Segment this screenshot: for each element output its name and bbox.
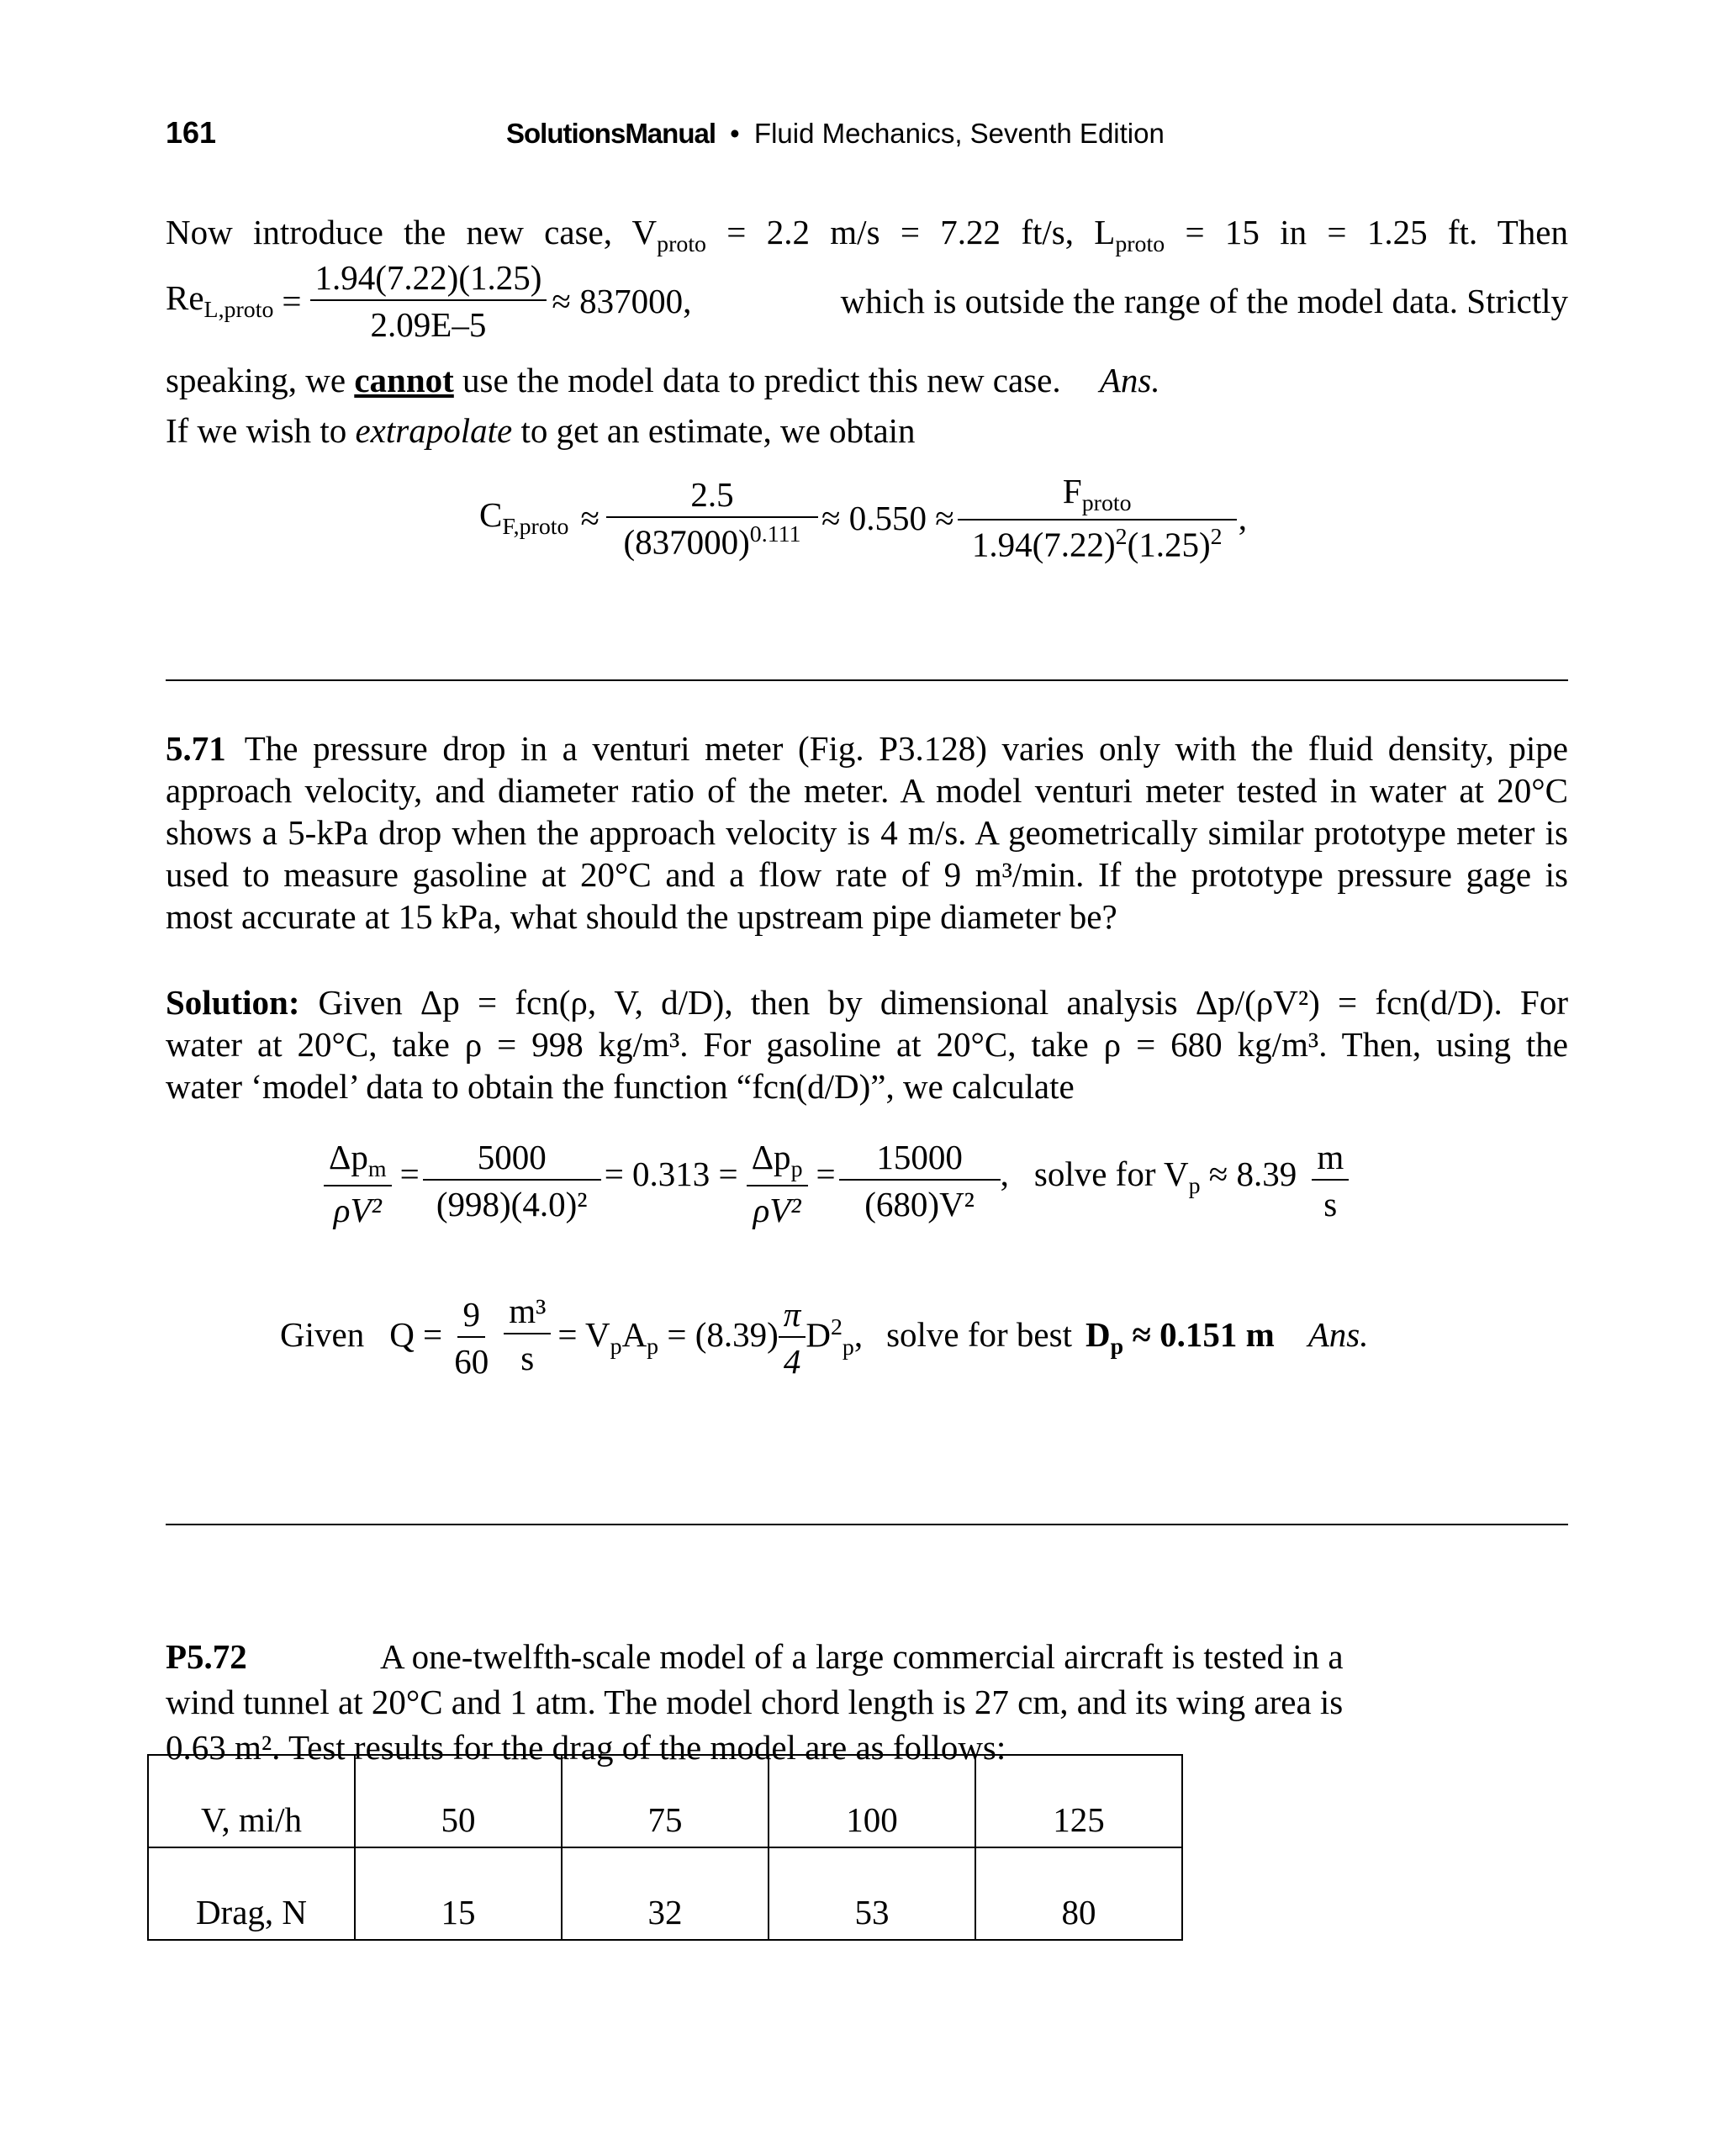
problem-571-line-1: 5.71 The pressure drop in a venturi meter (Fig. P3.128) varies only with the fluid density, pipe (166, 729, 1568, 768)
problem-number: 5.71 (166, 729, 226, 768)
table-cell: Drag, N (148, 1847, 355, 1940)
drag-table (147, 1754, 1183, 1941)
separator-rule-2 (166, 1524, 1568, 1525)
re-fraction: $\frac{1.94(7.22)(1.25)}{2.09E-5}$ (310, 257, 547, 345)
problem-572-line-2: wind tunnel at 20°C and 1 atm. The model chord length is 27 cm, and its wing area is (166, 1683, 1344, 1721)
solution-line-1: Solution: Given Δp = fcn(ρ, V, d/D), then by dimensional analysis Δp/(ρV²) = fcn(d/D). For (166, 983, 1568, 1022)
table-cell: 15 (355, 1847, 562, 1940)
problem-572-number: P5.72 (166, 1637, 247, 1676)
problem-571-line-2: approach velocity, and diameter ratio of the meter. A model venturi meter tested in water at 20°C (166, 771, 1568, 810)
ans-label: Ans. (1099, 361, 1160, 399)
table-row (148, 1755, 1182, 1847)
re-result: ≈ 837000, (552, 282, 692, 320)
running-header (506, 119, 1165, 147)
table-cell: 53 (769, 1847, 975, 1940)
solution-label: Solution: (166, 983, 300, 1022)
table-row (148, 1847, 1182, 1940)
solution-line-3: water ‘model’ data to obtain the function “fcn(d/D)”, we calculate (166, 1067, 1075, 1106)
table-cell: 50 (355, 1755, 562, 1847)
solution-line-2: water at 20°C, take ρ = 998 kg/m³. For gasoline at 20°C, take ρ = 680 kg/m³. Then, using the (166, 1025, 1568, 1064)
problem-572-line-3: 0.63 m². Test results for the drag of the model are as follows: (166, 1728, 1006, 1767)
book-title: Fluid Mechanics, Seventh Edition (753, 118, 1165, 149)
separator-rule (166, 679, 1568, 681)
problem-571-line-4: used to measure gasoline at 20°C and a flow rate of 9 m³/min. If the prototype pressure gage is (166, 855, 1568, 894)
table-cell: 125 (975, 1755, 1182, 1847)
table-cell: 100 (769, 1755, 975, 1847)
header-bullet: • (730, 118, 740, 149)
flow-equation: Given Q = $\frac{9}{60}$ $\frac{\text{m³}}{s}$ = $V_pA_p = (8.39)$ $\frac{\pi}{4}$ $D^2_p$, solve for best $D_p \approx 0.151$ m Ans. (280, 1292, 1369, 1381)
reynolds-equation: $Re_{L,proto}$ = $\frac{1.94(7.22)(1.25)}{2.09E-5}$ ≈ 837000, which is outside the range of the model data. Strictly (166, 258, 1568, 344)
manual-label: SolutionsManual (506, 118, 716, 149)
table-cell: 80 (975, 1847, 1182, 1940)
table-cell: 32 (562, 1847, 769, 1940)
problem-571-line-5: most accurate at 15 kPa, what should the upstream pipe diameter be? (166, 897, 1117, 936)
re-symbol: $Re_{L,proto}$ (166, 278, 274, 324)
table-cell: V, mi/h (148, 1755, 355, 1847)
cannot-line: speaking, we cannot use the model data to predict this new case. Ans. (166, 361, 1160, 399)
table-cell: 75 (562, 1755, 769, 1847)
extrapolate-line: If we wish to extrapolate to get an estimate, we obtain (166, 411, 916, 450)
problem-572-line-1: P5.72 A one-twelfth-scale model of a large commercial aircraft is tested in a (166, 1637, 1344, 1676)
cf-equation: $C_{F,proto}$ ≈ $\frac{2.5}{(837000)^{0.111}}$ ≈ 0.550 ≈ $\frac{F_{proto}}{1.94(7.22)^2(1.25)^2}$ , (479, 472, 1247, 564)
page-number: 161 (166, 115, 217, 150)
problem-571-line-3: shows a 5-kPa drop when the approach velocity is 4 m/s. A geometrically similar prototype meter is (166, 813, 1568, 852)
re-tail: which is outside the range of the model data. Strictly (840, 282, 1568, 320)
intro-line: Now introduce the new case, $V_{proto} = 2.2$ m/s = 7.22 ft/s, $L_{proto} = 15$ in = 1.25 ft. Then (166, 213, 1569, 258)
pressure-equation: $\frac{\Delta p_m}{\text{ρV²}}$ = $\frac{5000}{\text{(998)(4.0)²}}$ = 0.313 = $\frac{\Delta p_p}{\text{ρV²}}$ = $\frac{15000}{\text{(680)V²}}$ , solve for $V_p \approx 8.39$ $\frac{m}{s}$ (324, 1137, 1349, 1207)
